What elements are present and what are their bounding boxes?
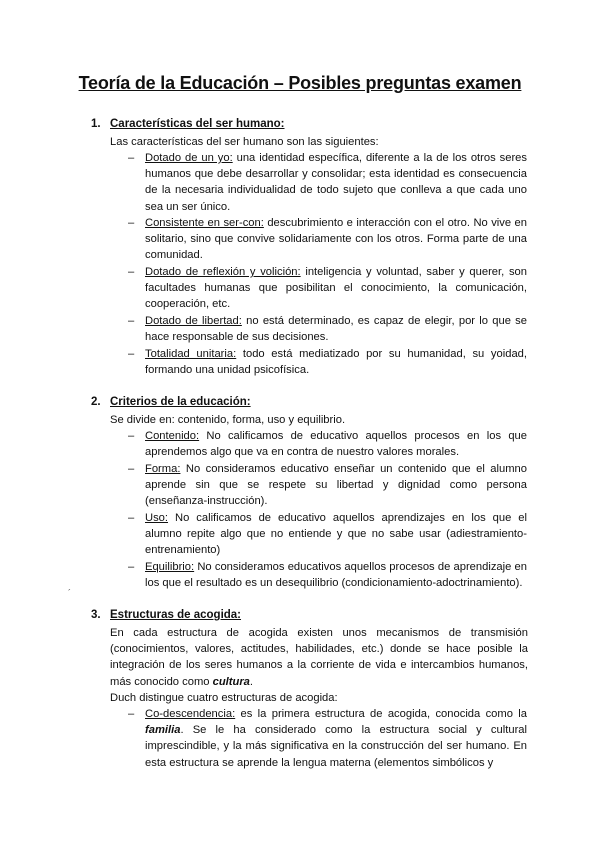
item-text [145, 510, 527, 559]
section-number: 3. [91, 609, 101, 621]
bullet-dash: – [128, 152, 135, 164]
section-3-intro-2: Duch distingue cuatro estructuras de acogida: [110, 692, 338, 704]
section-title: Características del ser humano: [110, 118, 285, 130]
item-desc: inteligencia y voluntad, saber y querer, son facultades humanas que posibilitan el conocimiento, la comunicación, cooperación, etc. [145, 266, 527, 311]
item-emphasis: familia [145, 724, 181, 737]
item-term: Equilibrio: [145, 561, 195, 573]
intro-text: En cada estructura de acogida existen unos mecanismos de transmisión (conocimientos, valores, actitudes, habilidades, etc.) donde se hace posible la integración de los seres humanos a la corriente de vida e intercambios humanos, más conocido como [110, 627, 528, 688]
item-term: Uso: [145, 512, 169, 524]
item-term: Dotado de libertad: [145, 315, 242, 327]
bullet-dash: – [128, 463, 135, 475]
item-desc: No calificamos de educativo aquellos procesos en los que aprendemos algo que va en contra de nuestro valores morales. [145, 430, 527, 459]
section-3-heading [91, 609, 241, 621]
bullet-dash: – [128, 315, 135, 327]
section-title: Estructuras de acogida: [110, 609, 242, 621]
section-2-heading [91, 396, 251, 408]
bullet-dash: – [128, 708, 135, 720]
item-text [145, 346, 527, 378]
section-title: Criterios de la educación: [110, 396, 251, 408]
bullet-dash: – [128, 217, 135, 229]
item-desc: No consideramos educativo enseñar un contenido que el alumno aprende sin que se respete su libertad y dignidad como persona (enseñanza-instrucción). [145, 463, 527, 508]
item-term: Co-descendencia: [145, 708, 236, 720]
item-term: Totalidad unitaria: [145, 348, 237, 360]
bullet-dash: – [128, 348, 135, 360]
item-desc: es la primera estructura de acogida, conocida como la [235, 708, 527, 720]
item-desc: una identidad específica, diferente a la de los otros seres humanos que debe desarrollar y consolidar; esta identidad es consecuencia de la necesaria individualidad de todo sujeto que conlleva a que cada uno sea un ser único. [145, 152, 527, 213]
item-desc-cont: . Se le ha considerado como la estructura social y cultural imprescindible, y la más significativa en la construcción del ser humano. En esta estructura se aprende la lengua materna (elementos simbólicos y [145, 724, 527, 769]
section-1-intro: Las características del ser humano son las siguientes: [110, 136, 379, 148]
stray-mark: ´ [68, 588, 71, 598]
bullet-dash: – [128, 430, 135, 442]
item-desc: todo está mediatizado por su humanidad, su yoidad, formando una unidad psicofísica. [145, 348, 527, 377]
item-text [145, 559, 527, 591]
bullet-dash: – [128, 512, 135, 524]
item-term: Dotado de reflexión y volición: [145, 266, 301, 278]
item-text [145, 461, 527, 510]
item-text [145, 150, 527, 215]
item-desc: No calificamos de educativo aquellos aprendizajes en los que el alumno repite algo que no entiende y que no sabe usar (adiestramiento-entrenamiento) [145, 512, 527, 557]
bullet-dash: – [128, 266, 135, 278]
section-number: 2. [91, 396, 101, 408]
item-term: Dotado de un yo: [145, 152, 233, 164]
item-term: Contenido: [145, 430, 200, 442]
item-text [145, 264, 527, 313]
item-text [145, 313, 527, 345]
section-number: 1. [91, 118, 101, 130]
section-3-intro [110, 625, 528, 690]
section-1-heading [91, 118, 285, 130]
item-desc: descubrimiento e interacción con el otro. No vive en solitario, sino que convive solidariamente con los otros. Forma parte de una comunidad. [145, 217, 528, 262]
intro-end: . [249, 675, 254, 688]
item-text [145, 706, 527, 771]
intro-emphasis: cultura [212, 675, 250, 688]
item-desc: no está determinado, es capaz de elegir, por lo que se hace responsable de sus decisiones. [145, 315, 527, 344]
item-text [145, 428, 527, 460]
item-term: Forma: [145, 463, 181, 475]
item-desc: No consideramos educativos aquellos procesos de aprendizaje en los que el resultado es un desequilibrio (condicionamiento-adoctrinamiento). [145, 561, 527, 590]
item-term: Consistente en ser-con: [145, 217, 264, 229]
document-title: Teoría de la Educación – Posibles preguntas examen [78, 73, 522, 93]
section-2-intro: Se divide en: contenido, forma, uso y equilibrio. [110, 414, 346, 426]
bullet-dash: – [128, 561, 135, 573]
item-text [145, 215, 527, 264]
